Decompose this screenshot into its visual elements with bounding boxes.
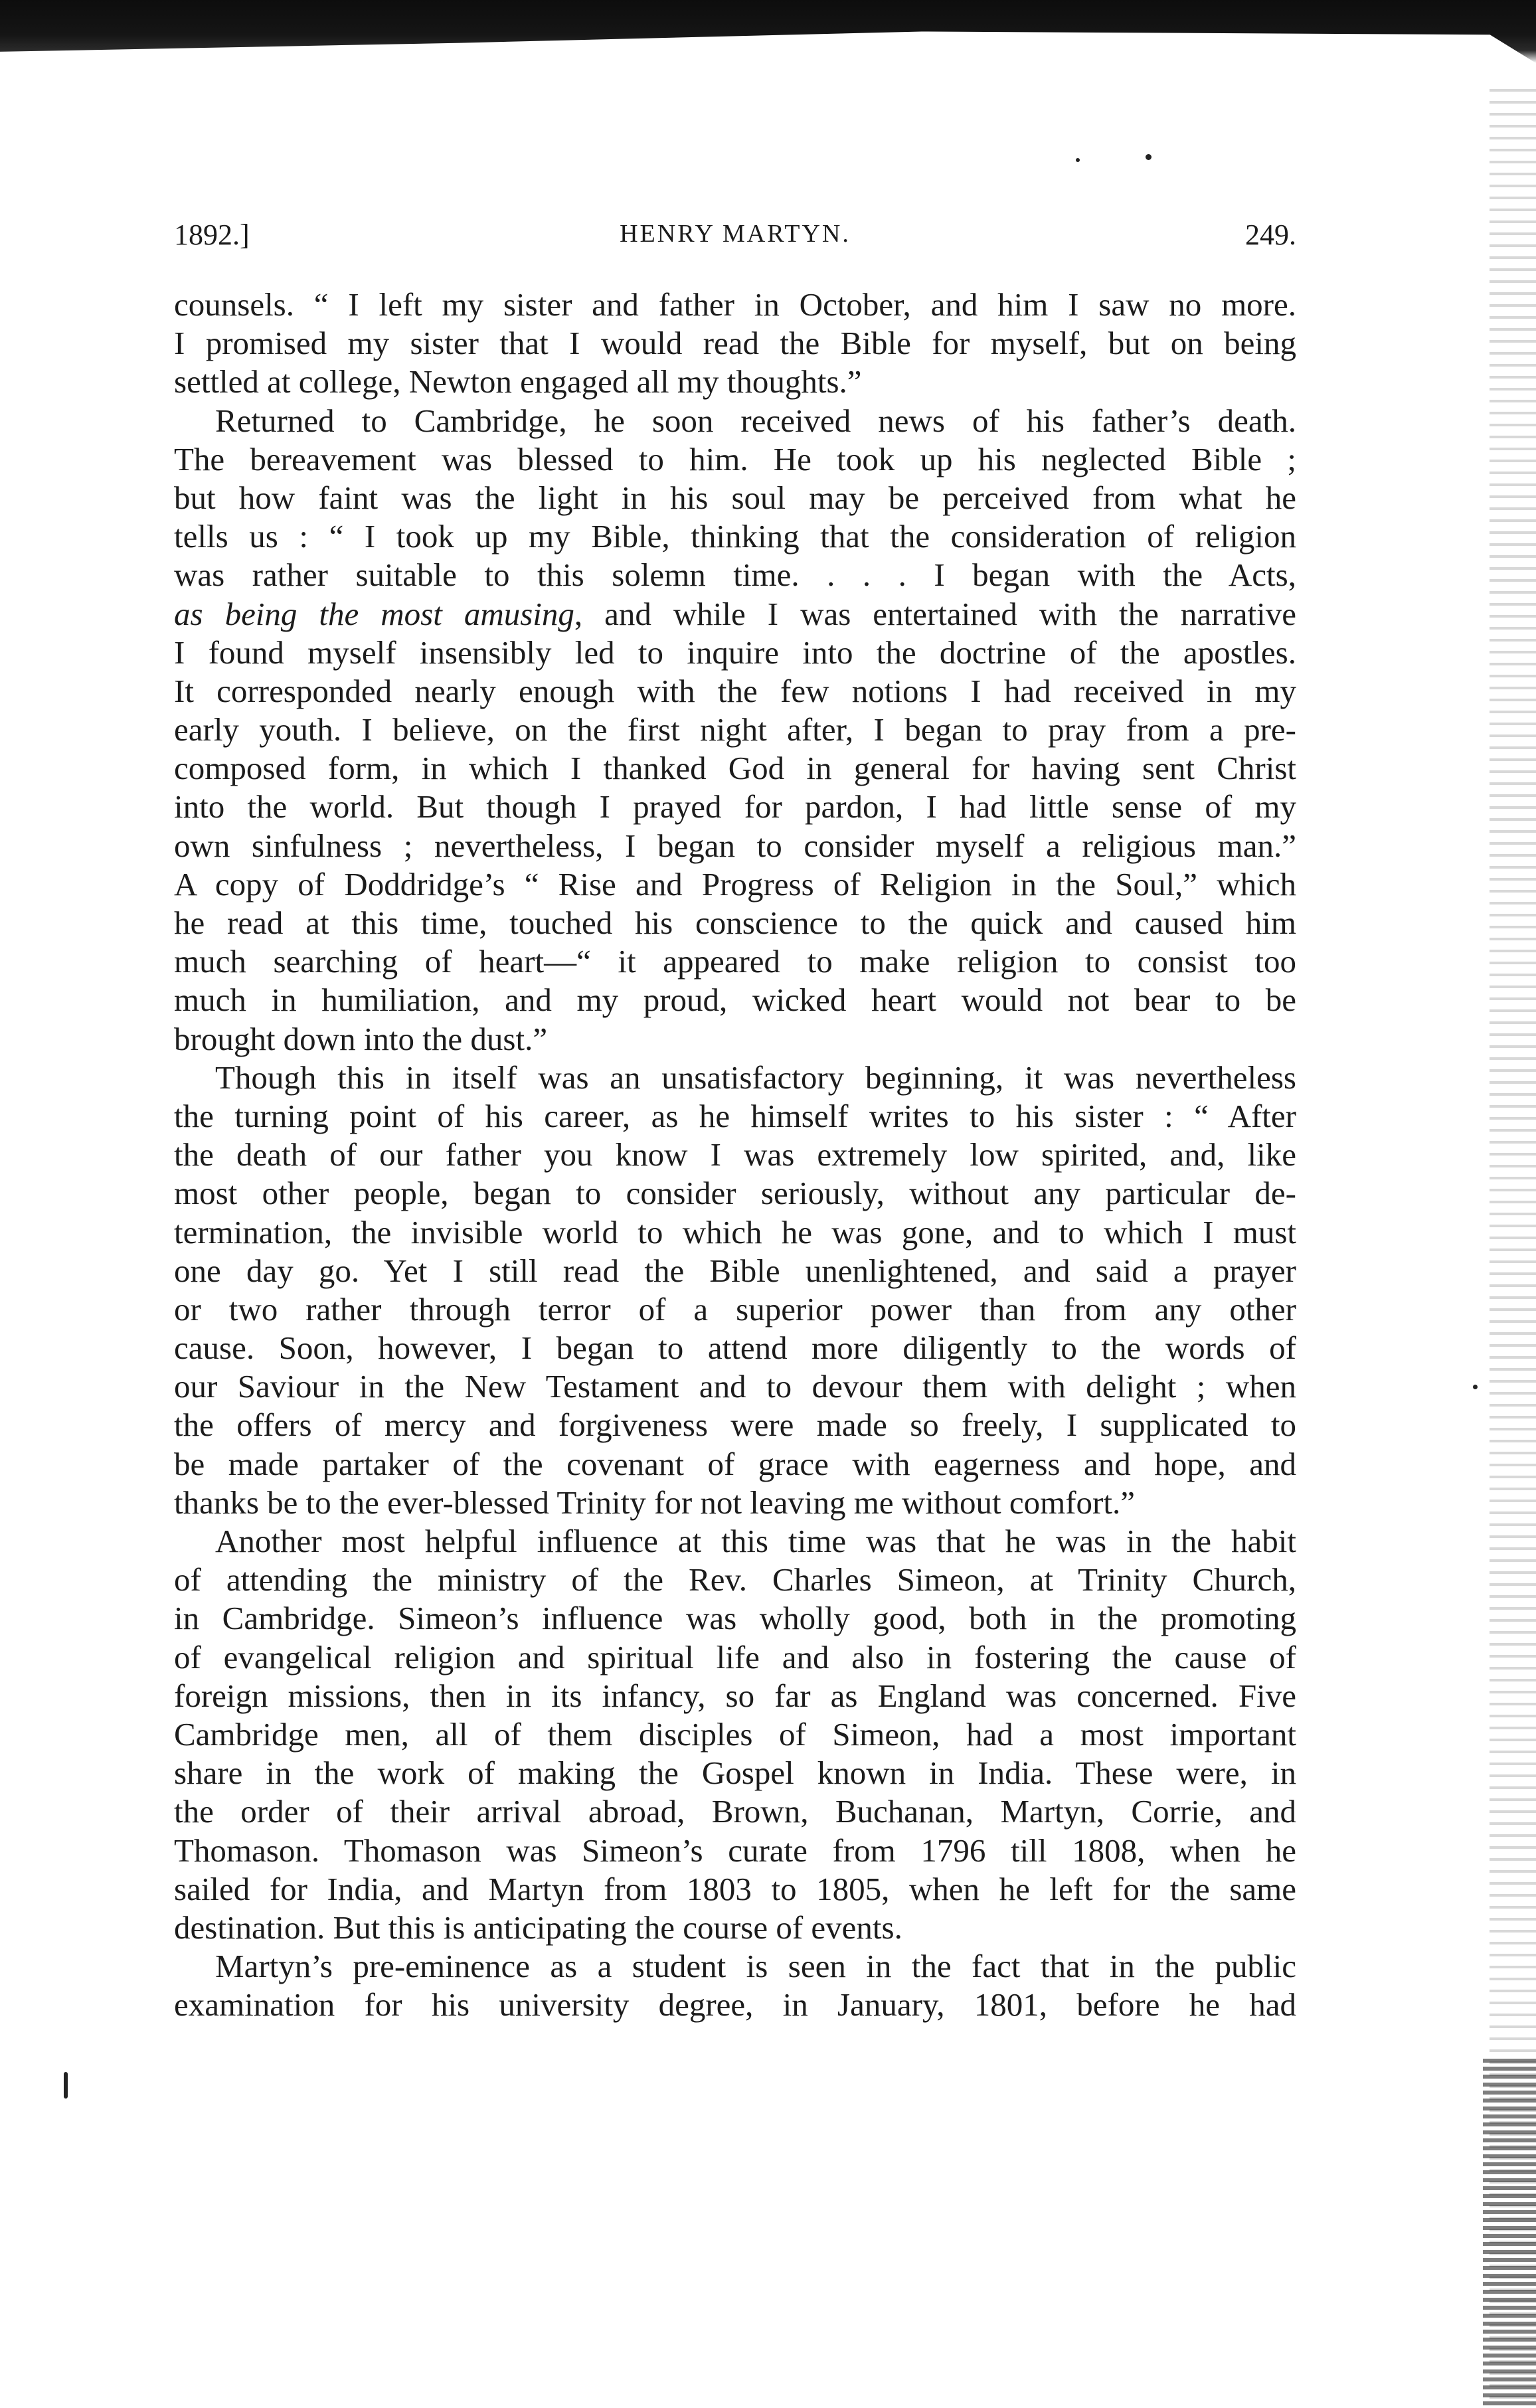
header-year: 1892.] bbox=[174, 218, 250, 251]
text-line: Though this in itself was an unsatisfactory beginning, it was nevertheless bbox=[215, 1059, 1296, 1096]
text-line: the order of their arrival abroad, Brown, Buchanan, Martyn, Corrie, and bbox=[174, 1793, 1296, 1830]
text-line: he read at this time, touched his conscience to the quick and caused him bbox=[174, 904, 1296, 941]
text-line: of evangelical religion and spiritual life and also in fostering the cause of bbox=[174, 1638, 1296, 1676]
text-line: composed form, in which I thanked God in general for having sent Christ bbox=[174, 750, 1296, 787]
text-line: or two rather through terror of a superior power than from any other bbox=[174, 1290, 1296, 1328]
text-line: was rather suitable to this solemn time. . . . I began with the Acts, bbox=[174, 557, 1296, 594]
text-line: much in humiliation, and my proud, wicked heart would not bear to be bbox=[174, 982, 1296, 1019]
text-line: A copy of Doddridge’s “ Rise and Progress of Religion in the Soul,” which bbox=[174, 865, 1296, 903]
text-line-segment: , and while I was entertained with the narrative bbox=[574, 595, 1296, 632]
text-line: own sinfulness ; nevertheless, I began to consider myself a religious man.” bbox=[174, 827, 1296, 864]
scan-edge-right-bottom bbox=[1483, 2059, 1536, 2408]
text-line: tells us : “ I took up my Bible, thinking that the consideration of religion bbox=[174, 518, 1296, 555]
text-line: of attending the ministry of the Rev. Charles Simeon, at Trinity Church, bbox=[174, 1561, 1296, 1598]
page-header bbox=[174, 218, 1296, 264]
scan-speck bbox=[64, 2072, 68, 2099]
text-line: the offers of mercy and forgiveness were made so freely, I supplicated to bbox=[174, 1407, 1296, 1444]
text-line: into the world. But though I prayed for pardon, I had little sense of my bbox=[174, 788, 1296, 825]
text-line: the turning point of his career, as he himself writes to his sister : “ After bbox=[174, 1097, 1296, 1134]
text-line: our Saviour in the New Testament and to devour them with delight ; when bbox=[174, 1368, 1296, 1405]
text-line: foreign missions, then in its infancy, so far as England was concerned. Five bbox=[174, 1677, 1296, 1714]
text-line: but how faint was the light in his soul may be perceived from what he bbox=[174, 479, 1296, 516]
scan-speck bbox=[1076, 158, 1080, 162]
text-line: brought down into the dust.” bbox=[174, 1020, 548, 1057]
text-line: most other people, began to consider seriously, without any particular de- bbox=[174, 1175, 1296, 1212]
text-line: I found myself insensibly led to inquire into the doctrine of the apostles. bbox=[174, 634, 1296, 671]
text-line: early youth. I believe, on the first night after, I began to pray from a pre- bbox=[174, 711, 1296, 748]
text-line: thanks be to the ever-blessed Trinity for not leaving me without comfort.” bbox=[174, 1484, 1135, 1521]
text-line: one day go. Yet I still read the Bible unenlightened, and said a prayer bbox=[174, 1252, 1296, 1289]
text-line: termination, the invisible world to which he was gone, and to which I must bbox=[174, 1213, 1296, 1250]
header-running-title: HENRY MARTYN. bbox=[620, 220, 851, 248]
text-line: be made partaker of the covenant of grace with eagerness and hope, and bbox=[174, 1445, 1296, 1482]
text-line: Returned to Cambridge, he soon received news of his father’s death. bbox=[215, 402, 1296, 439]
text-line: share in the work of making the Gospel known in India. These were, in bbox=[174, 1755, 1296, 1792]
text-line: sailed for India, and Martyn from 1803 to 1805, when he left for the same bbox=[174, 1870, 1296, 1907]
text-line: examination for his university degree, in January, 1801, before he had bbox=[174, 1986, 1296, 2023]
text-line: Cambridge men, all of them disciples of Simeon, had a most important bbox=[174, 1715, 1296, 1753]
text-line: counsels. “ I left my sister and father in October, and him I saw no more. bbox=[174, 286, 1296, 323]
text-line: The bereavement was blessed to him. He took up his neglected Bible ; bbox=[174, 440, 1296, 477]
header-page-number: 249. bbox=[1245, 218, 1296, 251]
text-line: I promised my sister that I would read the Bible for myself, but on being bbox=[174, 325, 1296, 362]
body-text bbox=[174, 286, 1296, 2024]
text-line: Thomason. Thomason was Simeon’s curate from 1796 till 1808, when he bbox=[174, 1832, 1296, 1869]
text-line: cause. Soon, however, I began to attend more diligently to the words of bbox=[174, 1330, 1296, 1367]
text-line: Martyn’s pre-eminence as a student is seen in the fact that in the public bbox=[215, 1948, 1296, 1985]
italic-phrase: as being the most amusing bbox=[174, 595, 574, 632]
text-line: settled at college, Newton engaged all my thoughts.” bbox=[174, 363, 862, 400]
text-line: in Cambridge. Simeon’s influence was wholly good, both in the promoting bbox=[174, 1600, 1296, 1637]
scan-edge-top bbox=[0, 0, 1536, 63]
scan-speck bbox=[1146, 154, 1152, 160]
text-line: much searching of heart—“ it appeared to make religion to consist too bbox=[174, 943, 1296, 980]
text-line: It corresponded nearly enough with the few notions I had received in my bbox=[174, 672, 1296, 709]
text-line: the death of our father you know I was extremely low spirited, and, like bbox=[174, 1136, 1296, 1173]
text-line bbox=[174, 595, 1296, 634]
text-line: destination. But this is anticipating the course of events. bbox=[174, 1909, 902, 1946]
scan-speck bbox=[1473, 1385, 1478, 1389]
text-line: Another most helpful influence at this time was that he was in the habit bbox=[215, 1523, 1296, 1559]
